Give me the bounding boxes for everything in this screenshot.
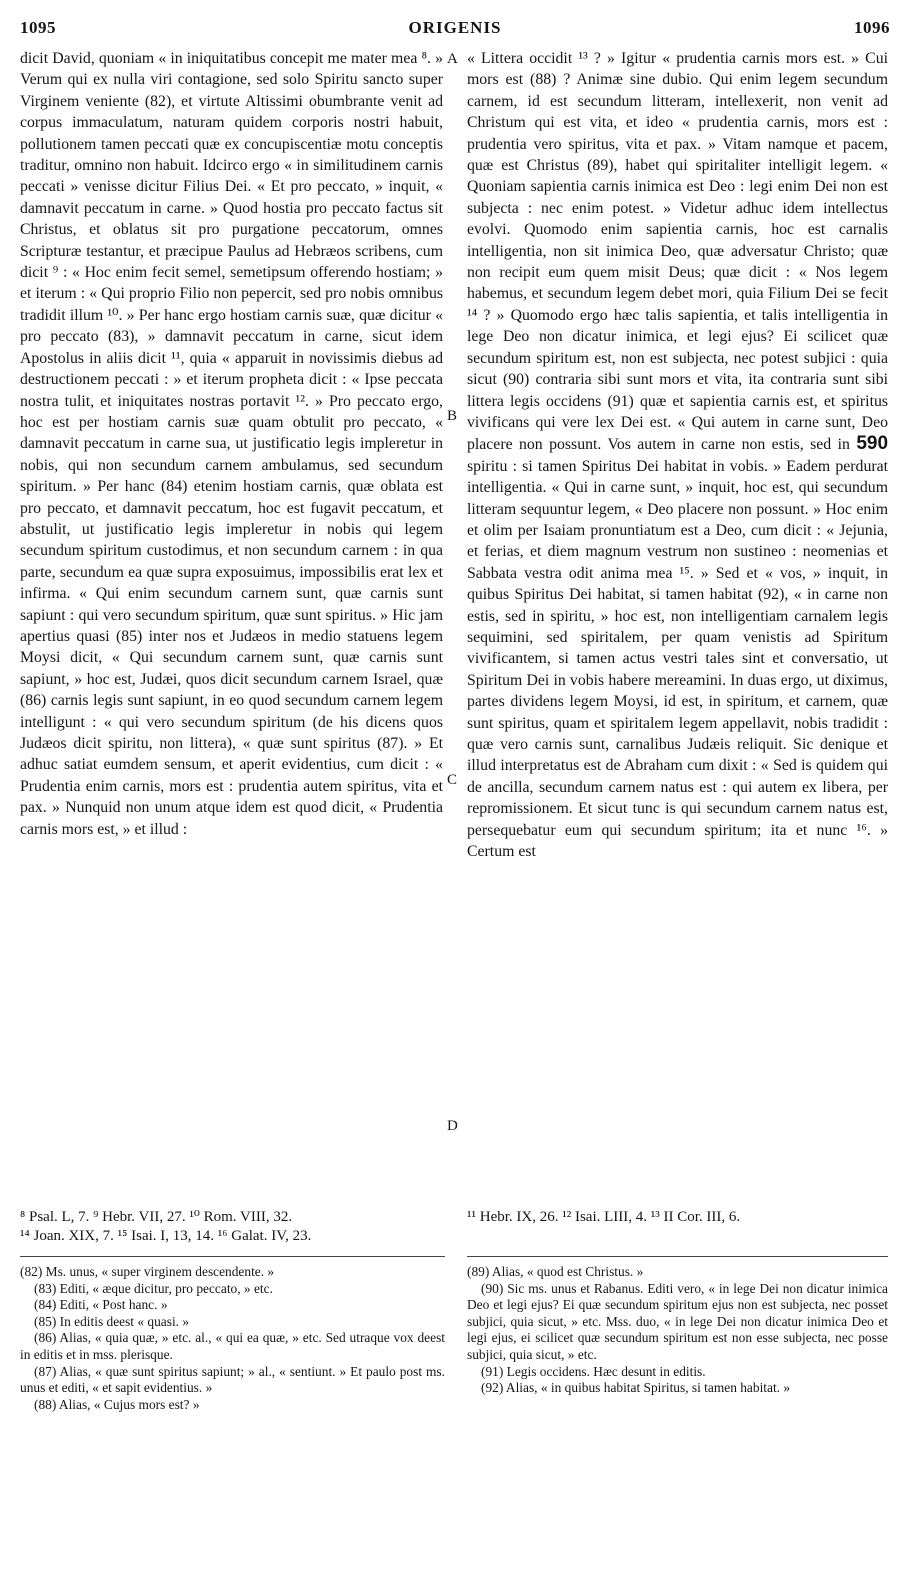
scripture-references-right	[467, 1208, 888, 1227]
left-column-text: dicit David, quoniam « in iniquitatibus concepit me mater mea ⁸. » Verum qui ex nulla viri contagione, sed solo Spiritu sancto super Virginem veniente (82), et virtute Altissimi obumbrante venit ad corpus immaculatum, naturam quidem corporis nostri habuit, pollutionem tamen peccati quæ ex concupiscentiæ motu conceptis traditur, omnino non habuit. Idcirco ergo « in similitudinem carnis peccati » venisse dicitur Filius Dei. « Et pro peccato, » inquit, « damnavit peccatum in carne. » Quod hostia pro peccato factus sit Christus, et oblatus sit pro purgatione peccatorum, omnes Scripturæ testantur, et præcipue Paulus ad Hebræos scribens, cum dicit ⁹ : « Hoc enim fecit semel, semetipsum offerendo hostiam; » et iterum : « Qui proprio Filio non pepercit, sed pro nobis omnibus tradidit illum ¹⁰. » Per hanc ergo hostiam carnis suæ, quæ dicitur « pro peccato (83), » damnavit peccatum in carne, sicut idem Apostolus in aliis dicit ¹¹, quia « apparuit in novissimis diebus ad destructionem peccati : » et iterum propheta dicit : « Ipse peccata nostra tulit, et iniquitates nostras portavit ¹². » Pro peccato ergo, hoc est per hostiam carnis suæ quam obtulit pro peccato, « damnavit peccatum in carne sua, ut justificatio legis impleretur in nobis, qui non secundum carnem ambulamus, sed secundum spiritum. » Per hanc (84) etenim hostiam carnis, quæ oblata est pro peccato, et damnavit peccatum, hoc est fugavit peccatum, et abstulit, ut justificatio legis impleretur in nobis qui legem secundum spiritum custodimus, et non secundum carnem : in qua parte, secundum ea quæ supra exposuimus, impossibilis erat lex et infirma. « Qui enim secundum carnem sunt, quæ carnis sunt sapiunt : qui vero secundum spiritum, quæ sunt spiritus. » Hic jam apertius quasi (85) inter nos et Judæos in medio statuens legem Moysi dicit, « Qui secundum carnem sunt, quæ carnis sunt sapiunt, » hoc est, Judæi, quos dicit secundum carnem Israel, quæ (86) carnis legis sunt sapiunt, in eo quod secundum carnem legem intelligunt : « qui vero secundum spiritum (de his dicens quos Judæos dicit spiritu, non littera), « quæ sunt spiritus (87). » Et adhuc satiat eumdem sensum, et aperit evidentius, cum dicit : « Prudentia enim carnis, mors est : prudentia autem spiritus, vita et pax. » Nunquid non unum atque idem est quod dicit, « Prudentia carnis mors est, » et illud :	[20, 50, 443, 838]
column-marker-b: B	[447, 408, 458, 424]
right-column-text-part2: spiritu : si tamen Spiritus Dei habitat in vobis. » Eadem perdurat intelligentia. « Qui in carne sunt, » inquit, hoc est, qui secundum litteram sequuntur legem, « Deo placere non possunt. » Hoc enim et olim per Isaiam pronuntiatum est a Deo, cum dicit : « Jejunia, et ferias, et diem magnum vestrum non sustineo : neomenias et Sabbata vestra odit anima mea ¹⁵. » Sed et « vos, » inquit, in quibus Spiritus Dei habitat, si tamen habitat (92), « in carne non estis, sed in spiritu, » hoc est, non intelligentiam carnalem legis sequimini, sed spiritalem, per quam venistis ad Spiritum vivificantem, si tamen actus vestri tales sint et conversatio, ut Spiritum Dei in vobis habere mereamini. In duas ergo, ut diximus, partes dividens legem Moysi, id est, in spiritum, et carnem, quæ sunt spiritus, quam et spiritalem legem appellavit, nobis tradidit : quæ vero carnis sunt, carnalibus Judæis reliquit. Sic denique et illud interpretatus est de Abraham cum dixit : « Sed is quidem qui de ancilla, secundum carnem natus est : qui autem ex libera, per repromissionem. Et sicut tunc is qui secundum carnem natus est, persequebatur eum qui secundum spiritum; ita et nunc ¹⁶. » Certum est	[467, 457, 888, 861]
footnote: (82) Ms. unus, « super virginem descendente. »	[20, 1264, 275, 1279]
reference-line: ⁸ Psal. L, 7. ⁹ Hebr. VII, 27. ¹⁰ Rom. VIII, 32.	[20, 1209, 293, 1225]
page-number-left: 1095	[20, 18, 56, 37]
footnotes-right	[467, 1264, 888, 1397]
running-title: ORIGENIS	[408, 18, 502, 37]
page-number-right: 1096	[854, 18, 890, 37]
column-marker-a: A	[447, 51, 458, 67]
column-marker-d: D	[447, 1118, 458, 1134]
footnote: (92) Alias, « in quibus habitat Spiritus, si tamen habitat. »	[481, 1380, 791, 1396]
right-column-text	[467, 48, 888, 862]
right-column-text-part1: « Littera occidit ¹³ ? » Igitur « prudentia carnis mors est. » Cui mors est (88) ? Animæ sine dubio. Qui enim legem secundum carnem, id est secundum litteram, intellexerit, non venit ad Christum qui est vita, et ideo « prudentia carnis, mors est : prudentia vero spiritus, vita et pax. » Vitam namque et pacem, quæ est Christus (89), habet qui spiritaliter intelligit legem. « Quoniam sapientia carnis inimica est Deo : legi enim Dei non est subjecta : nec enim potest. » Videtur adhuc idem intellectus evolvi. Quomodo enim sapientia carnis, hoc est carnalis intelligentia, non sit inimica Deo, quæ adversatur Christo; quæ non recipit eum quem misit Deus; quæ dicit : « Nos legem habemus, et secundum legem debet mori, quia Filium Dei se fecit ¹⁴ ? » Quomodo ergo hæc talis sapientia, et talis intelligentia in lege Deo non dicatur inimica, et legi ejus? Ei scilicet quæ secundum spiritum est, non est subjecta, nec potest subjici : quia sicut (90) contraria sibi sunt mors et vita, ita contraria sunt sibi littera legis occidens (91) quæ et sapientia carnis est, et spiritus vivificans qui vere lex Dei est. « Qui autem in carne sunt, Deo placere non possunt. Vos autem in carne non estis, sed in	[467, 50, 888, 454]
footnote: (83) Editi, « æque dicitur, pro peccato, » etc.	[34, 1280, 273, 1296]
footnote: (90) Sic ms. unus et Rabanus. Editi vero, « in lege Dei non dicatur inimica Deo et legi ejus? Ei quæ secundum spiritum ejus non est subjecta, nec posset subjici, quia sicut, » etc. Mss. duo, « in lege Dei non dicatur inimica Deo et legi ejus, ei scilicet quæ secundum spiritum est non esse subjecta, nec posse subjici, quia sicut, » etc.	[467, 1280, 888, 1362]
footnote: (91) Legis occidens. Hæc desunt in editis.	[481, 1363, 706, 1379]
column-marker-c: C	[447, 772, 458, 788]
footnote-divider-left	[20, 1256, 445, 1257]
folio-number: 590	[856, 433, 889, 455]
reference-line: ¹¹ Hebr. IX, 26. ¹² Isai. LIII, 4. ¹³ II Cor. III, 6.	[467, 1209, 741, 1225]
footnote: (85) In editis deest « quasi. »	[34, 1313, 190, 1329]
footnotes-left	[20, 1264, 445, 1413]
footnote: (86) Alias, « quia quæ, » etc. al., « qui ea quæ, » etc. Sed utraque vox deest in editis et in mss. plerisque.	[20, 1330, 445, 1362]
footnote: (89) Alias, « quod est Christus. »	[467, 1264, 644, 1279]
footnote-divider-right	[467, 1256, 888, 1257]
footnote: (84) Editi, « Post hanc. »	[34, 1297, 168, 1313]
main-text-right-column	[467, 48, 888, 862]
running-header	[20, 18, 890, 44]
footnote: (88) Alias, « Cujus mors est? »	[34, 1396, 200, 1412]
scripture-references-left	[20, 1208, 445, 1246]
reference-line: ¹⁴ Joan. XIX, 7. ¹⁵ Isai. I, 13, 14. ¹⁶ Galat. IV, 23.	[20, 1228, 312, 1244]
footnote: (87) Alias, « quæ sunt spiritus sapiunt; » al., « sentiunt. » Et paulo post ms. unus et editi, « et sapit evidentius. »	[20, 1363, 445, 1396]
main-text-left-column	[20, 48, 443, 840]
